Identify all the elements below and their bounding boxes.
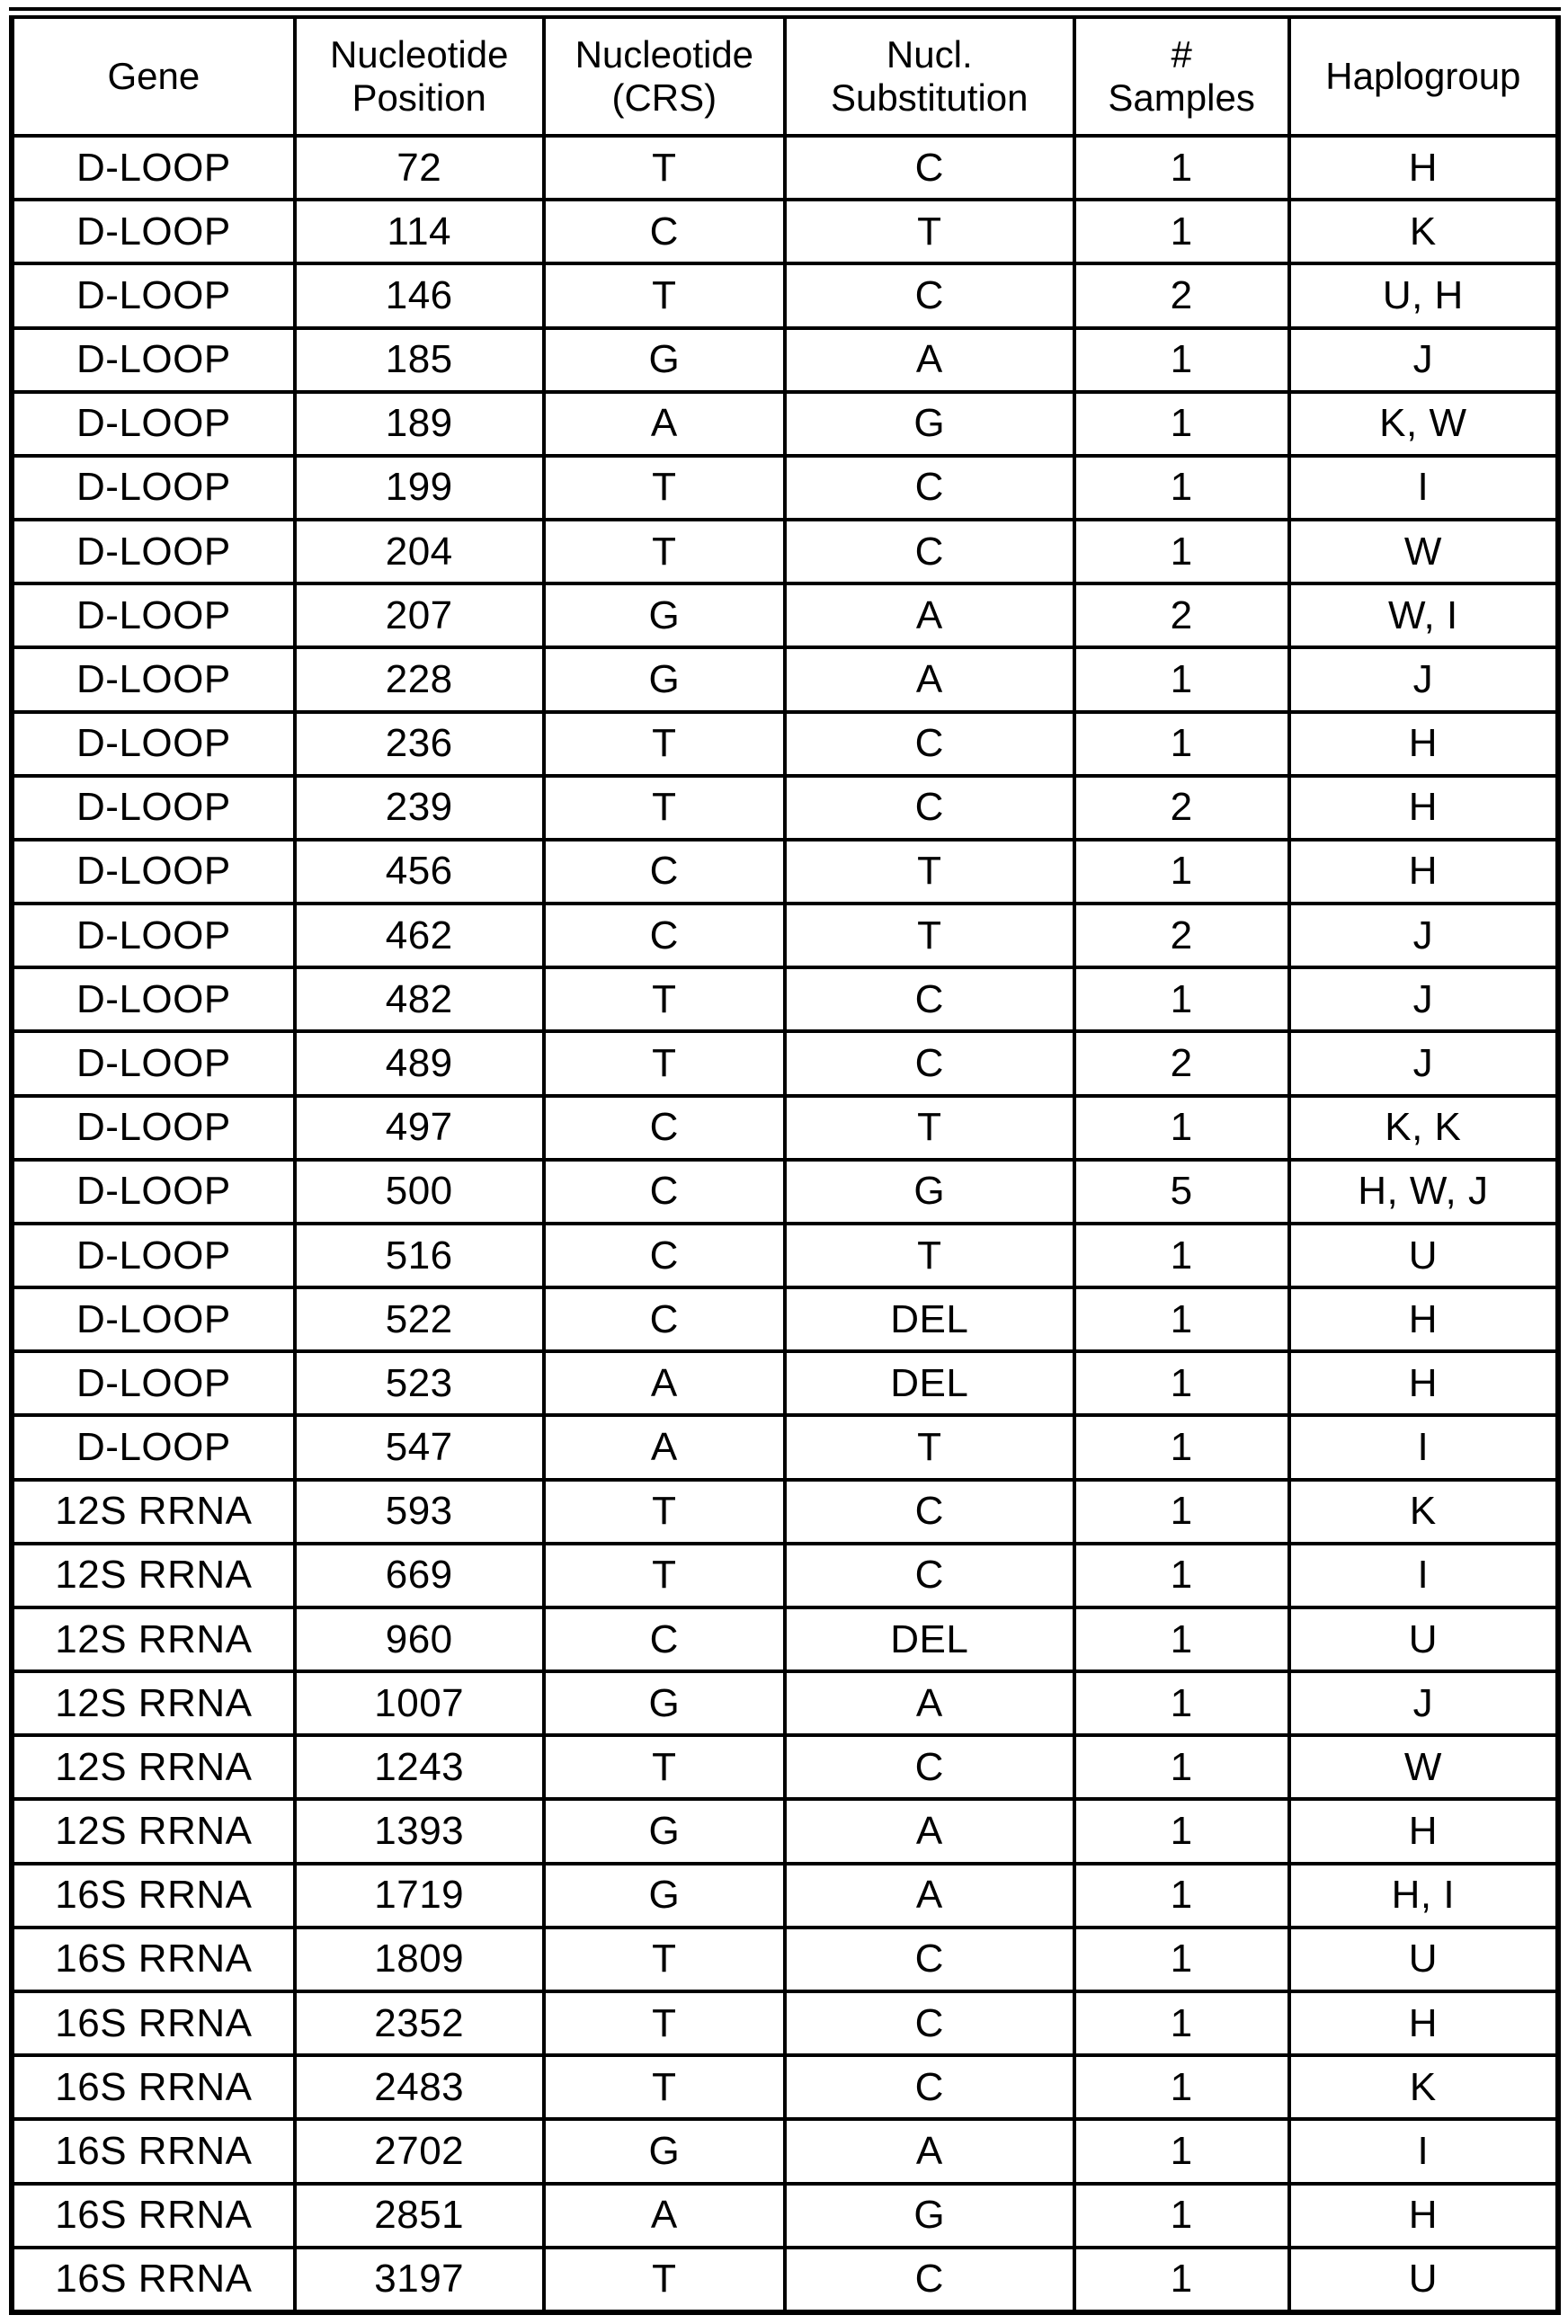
table-cell-substitution: DEL [785,1351,1074,1415]
table-cell-haplogroup: H [1289,712,1558,776]
table-cell-position: 523 [295,1351,544,1415]
table-row [12,712,1558,776]
table-cell-substitution: A [785,647,1074,711]
table-row [12,647,1558,711]
table-cell-substitution: T [785,200,1074,263]
table-cell-crs: T [544,1991,785,2055]
table-cell-samples: 1 [1074,2055,1289,2119]
table-cell-position: 2352 [295,1991,544,2055]
table-cell-haplogroup: W [1289,1735,1558,1799]
table-cell-position: 204 [295,520,544,583]
table-cell-position: 489 [295,1031,544,1095]
table-row [12,1031,1558,1095]
table-cell-substitution: A [785,1799,1074,1863]
table-cell-substitution: A [785,1864,1074,1928]
table-row [12,1415,1558,1479]
table-cell-position: 462 [295,904,544,967]
table-cell-samples: 1 [1074,328,1289,392]
table-cell-substitution: C [785,1031,1074,1095]
table-cell-crs: T [544,263,785,327]
table-cell-crs: C [544,840,785,904]
table-row [12,263,1558,327]
table-row [12,1607,1558,1671]
table-cell-haplogroup: I [1289,1415,1558,1479]
table-cell-position: 522 [295,1287,544,1351]
table-cell-substitution: DEL [785,1287,1074,1351]
table-cell-haplogroup: H, W, J [1289,1160,1558,1224]
table-cell-position: 500 [295,1160,544,1224]
table-cell-haplogroup: K, W [1289,392,1558,456]
table-cell-crs: T [544,2248,785,2312]
table-cell-substitution: G [785,1160,1074,1224]
table-cell-crs: T [544,1735,785,1799]
column-header-line: Nucleotide [329,33,509,76]
table-row [12,456,1558,520]
table-cell-samples: 5 [1074,1160,1289,1224]
table-cell-crs: G [544,2119,785,2183]
table-cell-gene: 12S RRNA [12,1480,295,1544]
table-cell-substitution: C [785,2248,1074,2312]
table-cell-substitution: T [785,1224,1074,1287]
column-header-line: Haplogroup [1325,55,1521,97]
table-cell-haplogroup: K, K [1289,1096,1558,1160]
table-cell-position: 2851 [295,2184,544,2248]
table-cell-crs: T [544,712,785,776]
table-row [12,1799,1558,1863]
table-cell-position: 114 [295,200,544,263]
table-cell-gene: D-LOOP [12,1224,295,1287]
table-cell-position: 960 [295,1607,544,1671]
table-row [12,1671,1558,1735]
table-row [12,1224,1558,1287]
column-header-haplogroup [1289,13,1558,137]
table-cell-gene: D-LOOP [12,456,295,520]
table-cell-substitution: C [785,520,1074,583]
table-cell-substitution: C [785,1544,1074,1607]
table-cell-crs: T [544,1928,785,1991]
table-cell-position: 228 [295,647,544,711]
table-cell-crs: C [544,904,785,967]
table-cell-samples: 1 [1074,1544,1289,1607]
table-cell-haplogroup: I [1289,1544,1558,1607]
table-cell-substitution: T [785,840,1074,904]
table-row [12,1480,1558,1544]
table-cell-position: 3197 [295,2248,544,2312]
table-row [12,2119,1558,2183]
table-cell-samples: 1 [1074,392,1289,456]
table-cell-gene: 12S RRNA [12,1735,295,1799]
table-cell-substitution: C [785,967,1074,1031]
table-row [12,776,1558,840]
table-row [12,520,1558,583]
table-row [12,392,1558,456]
column-header-line: Position [352,76,486,119]
table-cell-samples: 1 [1074,840,1289,904]
table-cell-samples: 2 [1074,263,1289,327]
table-cell-crs: C [544,1160,785,1224]
table-cell-substitution: C [785,2055,1074,2119]
table-cell-samples: 1 [1074,1351,1289,1415]
table-cell-samples: 1 [1074,1864,1289,1928]
table-cell-haplogroup: J [1289,1031,1558,1095]
table-row [12,840,1558,904]
table-cell-crs: G [544,328,785,392]
table-cell-samples: 1 [1074,456,1289,520]
table-cell-gene: D-LOOP [12,904,295,967]
table-cell-position: 239 [295,776,544,840]
table-row [12,2055,1558,2119]
table-cell-gene: D-LOOP [12,647,295,711]
table-cell-crs: T [544,967,785,1031]
table-cell-samples: 1 [1074,1415,1289,1479]
table-cell-crs: G [544,1864,785,1928]
table-cell-position: 2483 [295,2055,544,2119]
table-cell-substitution: C [785,456,1074,520]
table-cell-samples: 1 [1074,136,1289,200]
table-row [12,1287,1558,1351]
table-cell-haplogroup: W, I [1289,583,1558,647]
column-header-line: Samples [1108,76,1255,119]
table-cell-haplogroup: K [1289,2055,1558,2119]
table-cell-gene: D-LOOP [12,712,295,776]
table-cell-position: 547 [295,1415,544,1479]
table-cell-haplogroup: H [1289,2184,1558,2248]
table-cell-samples: 1 [1074,1991,1289,2055]
table-cell-substitution: G [785,2184,1074,2248]
table-cell-position: 2702 [295,2119,544,2183]
table-cell-substitution: A [785,2119,1074,2183]
table-cell-position: 72 [295,136,544,200]
table-cell-position: 185 [295,328,544,392]
table-cell-samples: 1 [1074,1607,1289,1671]
table-cell-substitution: C [785,1928,1074,1991]
table-cell-crs: G [544,1799,785,1863]
table-cell-gene: 16S RRNA [12,1864,295,1928]
mutation-table [9,7,1561,2315]
table-cell-crs: A [544,392,785,456]
table-cell-crs: C [544,1607,785,1671]
column-header-line: Nucleotide [575,33,754,76]
table-cell-samples: 2 [1074,776,1289,840]
table-cell-haplogroup: H [1289,1351,1558,1415]
table-cell-crs: G [544,1671,785,1735]
table-cell-samples: 1 [1074,2119,1289,2183]
table-cell-gene: 16S RRNA [12,2184,295,2248]
table-cell-crs: C [544,200,785,263]
table-cell-gene: 16S RRNA [12,2248,295,2312]
table-cell-haplogroup: H, I [1289,1864,1558,1928]
table-cell-crs: T [544,456,785,520]
table-row [12,200,1558,263]
table-cell-samples: 1 [1074,1928,1289,1991]
table-cell-position: 516 [295,1224,544,1287]
table-cell-substitution: DEL [785,1607,1074,1671]
table-cell-samples: 2 [1074,904,1289,967]
column-header-line: Gene [107,55,200,97]
column-header-samples [1074,13,1289,137]
table-cell-haplogroup: I [1289,456,1558,520]
table-cell-haplogroup: H [1289,1991,1558,2055]
table-cell-gene: 12S RRNA [12,1799,295,1863]
table-cell-gene: D-LOOP [12,583,295,647]
table-cell-crs: T [544,136,785,200]
table-cell-gene: D-LOOP [12,1415,295,1479]
table-cell-crs: G [544,647,785,711]
table-cell-haplogroup: U [1289,1928,1558,1991]
table-cell-gene: D-LOOP [12,200,295,263]
table-cell-gene: 12S RRNA [12,1607,295,1671]
column-header-line: (CRS) [611,76,717,119]
table-cell-gene: 16S RRNA [12,1928,295,1991]
table-cell-substitution: T [785,1096,1074,1160]
table-cell-crs: G [544,583,785,647]
table-header [12,13,1558,137]
table-cell-haplogroup: I [1289,2119,1558,2183]
table-cell-gene: D-LOOP [12,967,295,1031]
table-cell-position: 456 [295,840,544,904]
table-cell-haplogroup: H [1289,1287,1558,1351]
table-cell-samples: 1 [1074,1735,1289,1799]
table-row [12,1544,1558,1607]
table-cell-position: 189 [295,392,544,456]
table-cell-haplogroup: H [1289,776,1558,840]
table-cell-crs: T [544,1031,785,1095]
table-cell-haplogroup: H [1289,840,1558,904]
table-row [12,1928,1558,1991]
table-row [12,583,1558,647]
table-cell-samples: 1 [1074,1799,1289,1863]
table-cell-samples: 1 [1074,1224,1289,1287]
table-row [12,1991,1558,2055]
table-cell-haplogroup: K [1289,200,1558,263]
column-header-line: # [1171,33,1192,76]
table-cell-haplogroup: J [1289,647,1558,711]
column-header-position [295,13,544,137]
table-cell-gene: D-LOOP [12,840,295,904]
table-cell-crs: A [544,1415,785,1479]
table-cell-substitution: C [785,712,1074,776]
table-cell-crs: A [544,1351,785,1415]
table-cell-position: 1007 [295,1671,544,1735]
table-cell-substitution: A [785,1671,1074,1735]
table-cell-substitution: T [785,904,1074,967]
table-cell-samples: 1 [1074,967,1289,1031]
table-cell-substitution: A [785,328,1074,392]
table-cell-haplogroup: H [1289,1799,1558,1863]
table-cell-substitution: A [785,583,1074,647]
table-cell-gene: 16S RRNA [12,2055,295,2119]
table-cell-crs: C [544,1287,785,1351]
table-cell-gene: 12S RRNA [12,1671,295,1735]
table-cell-gene: D-LOOP [12,1160,295,1224]
table-cell-position: 593 [295,1480,544,1544]
table-cell-gene: D-LOOP [12,520,295,583]
table-cell-haplogroup: U [1289,2248,1558,2312]
table-row [12,967,1558,1031]
column-header-gene [12,13,295,137]
table-cell-crs: C [544,1224,785,1287]
table-cell-crs: A [544,2184,785,2248]
table-cell-samples: 1 [1074,1287,1289,1351]
table-cell-substitution: C [785,1735,1074,1799]
table-cell-samples: 1 [1074,520,1289,583]
table-cell-position: 236 [295,712,544,776]
table-row [12,136,1558,200]
table-row [12,1160,1558,1224]
table-cell-samples: 1 [1074,647,1289,711]
table-cell-substitution: C [785,136,1074,200]
table-cell-gene: 16S RRNA [12,1991,295,2055]
table-cell-position: 482 [295,967,544,1031]
table-cell-gene: D-LOOP [12,1351,295,1415]
table-cell-gene: D-LOOP [12,392,295,456]
table-cell-samples: 1 [1074,2248,1289,2312]
table-row [12,1864,1558,1928]
table-cell-haplogroup: U [1289,1224,1558,1287]
table-row [12,1096,1558,1160]
table-cell-samples: 1 [1074,712,1289,776]
table-cell-haplogroup: U, H [1289,263,1558,327]
column-header-substitution [785,13,1074,137]
table-cell-crs: T [544,1480,785,1544]
table-cell-crs: T [544,520,785,583]
table-row [12,904,1558,967]
column-header-line: Nucl. [886,33,973,76]
table-cell-gene: 16S RRNA [12,2119,295,2183]
table-cell-gene: D-LOOP [12,776,295,840]
table-cell-haplogroup: J [1289,1671,1558,1735]
table-cell-samples: 2 [1074,1031,1289,1095]
table-cell-substitution: C [785,1991,1074,2055]
table-cell-position: 1243 [295,1735,544,1799]
table-cell-position: 1719 [295,1864,544,1928]
table-cell-samples: 1 [1074,1480,1289,1544]
table-cell-haplogroup: U [1289,1607,1558,1671]
table-row [12,328,1558,392]
table-cell-haplogroup: J [1289,967,1558,1031]
table-row [12,1735,1558,1799]
table-cell-gene: D-LOOP [12,136,295,200]
table-cell-haplogroup: K [1289,1480,1558,1544]
table-cell-position: 1809 [295,1928,544,1991]
table-cell-substitution: G [785,392,1074,456]
table-row [12,2184,1558,2248]
table-cell-gene: D-LOOP [12,1287,295,1351]
table-cell-crs: C [544,1096,785,1160]
table-cell-samples: 2 [1074,583,1289,647]
table-row [12,1351,1558,1415]
table-row [12,2248,1558,2312]
table-body [12,136,1558,2312]
table-cell-position: 1393 [295,1799,544,1863]
table-cell-haplogroup: J [1289,328,1558,392]
table-cell-position: 207 [295,583,544,647]
table-cell-crs: T [544,776,785,840]
table-cell-position: 199 [295,456,544,520]
column-header-crs [544,13,785,137]
header-row [12,13,1558,137]
table-cell-samples: 1 [1074,1671,1289,1735]
table-cell-crs: T [544,2055,785,2119]
table-cell-samples: 1 [1074,2184,1289,2248]
column-header-line: Substitution [831,76,1029,119]
table-cell-substitution: C [785,776,1074,840]
table-cell-position: 669 [295,1544,544,1607]
table-cell-haplogroup: J [1289,904,1558,967]
table-cell-samples: 1 [1074,1096,1289,1160]
table-cell-substitution: T [785,1415,1074,1479]
table-cell-samples: 1 [1074,200,1289,263]
table-cell-substitution: C [785,263,1074,327]
table-cell-gene: D-LOOP [12,263,295,327]
table-cell-gene: D-LOOP [12,1031,295,1095]
table-cell-haplogroup: H [1289,136,1558,200]
table-cell-gene: D-LOOP [12,328,295,392]
table-cell-crs: T [544,1544,785,1607]
table-cell-gene: 12S RRNA [12,1544,295,1607]
table-cell-gene: D-LOOP [12,1096,295,1160]
table-cell-position: 146 [295,263,544,327]
table-cell-haplogroup: W [1289,520,1558,583]
table-cell-position: 497 [295,1096,544,1160]
table-cell-substitution: C [785,1480,1074,1544]
